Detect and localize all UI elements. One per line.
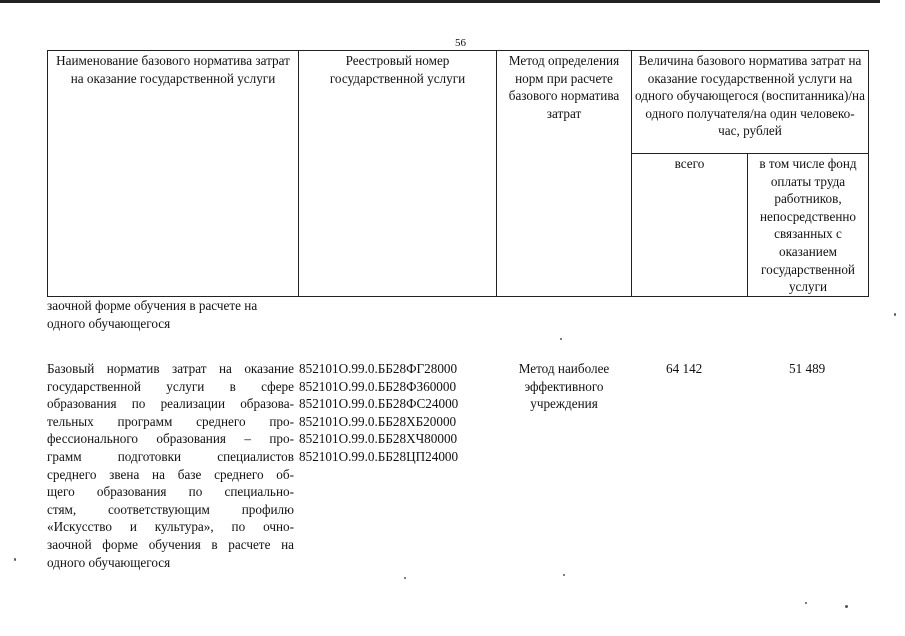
row-name-line: среднего звена на базе среднего об- [47,466,294,482]
scan-speck [560,338,562,340]
header-cell-wage: в том числе фонд оплаты труда работников, непосредственно связанных с оказанием государственной услуги [748,154,869,297]
continuation-line: одного обучающегося [47,315,171,331]
row-name-line: тельных программ среднего про- [47,413,294,429]
row-registry-codes [299,360,491,466]
header-cell-total: всего [632,154,748,297]
header-cell-name: Наименование базового норматива затрат на оказание государственной услуги [48,51,299,297]
row-name-line: государственной услуги в сфере [47,378,294,394]
registry-code: 852101О.99.0.ББ28ФЗ60000 [299,378,457,394]
row-wage-value: 51 489 [789,361,826,376]
row-name-line: фессионального образования – про- [47,431,294,447]
header-cell-registry: Реестровый номер государственной услуги [299,51,497,297]
header-cell-method: Метод определения норм при расчете базового норматива затрат [497,51,632,297]
scan-speck [845,605,848,608]
row-name-line: стям, соответствующим профилю [47,501,294,517]
row-name-line: образования по реализации образова- [47,396,294,412]
method-line: учреждения [530,396,598,412]
registry-code: 852101О.99.0.ББ28ХБ20000 [299,413,457,429]
registry-code: 852101О.99.0.ББ28ФГ28000 [299,361,458,376]
scan-speck [894,313,896,316]
scan-speck [14,558,16,561]
method-line: Метод наиболее [518,361,610,376]
registry-code: 852101О.99.0.ББ28ХЧ80000 [299,431,458,447]
continuation-text [47,297,297,332]
page-number: 56 [455,37,466,49]
row-name-line: заочной форме обучения в расчете на [47,536,294,552]
header-cell-value: Величина базового норматива затрат на оказание государственной услуги на одного обучающегося (воспитанника)/на одного получателя/на один человеко-час, рублей [632,51,869,154]
continuation-line: заочной форме обучения в расчете на [47,298,258,313]
scan-speck [404,577,406,579]
row-total-value: 64 142 [666,361,703,376]
row-name-line: одного обучающегося [47,554,171,570]
top-border-line [0,0,880,3]
row-name-cell [47,360,294,571]
row-name-line: «Искусство и культура», по очно- [47,519,294,535]
row-name-line: Базовый норматив затрат на оказание [47,361,294,376]
row-name-line: щего образования по специально- [47,484,294,500]
row-method-cell [497,360,631,413]
scan-speck [563,574,565,576]
registry-code: 852101О.99.0.ББ28ЦП24000 [299,448,459,464]
method-line: эффективного [524,378,604,394]
row-name-line: грамм подготовки специалистов [47,448,294,464]
table-header [47,50,869,297]
scan-speck [805,602,807,604]
registry-code: 852101О.99.0.ББ28ФС24000 [299,396,459,412]
